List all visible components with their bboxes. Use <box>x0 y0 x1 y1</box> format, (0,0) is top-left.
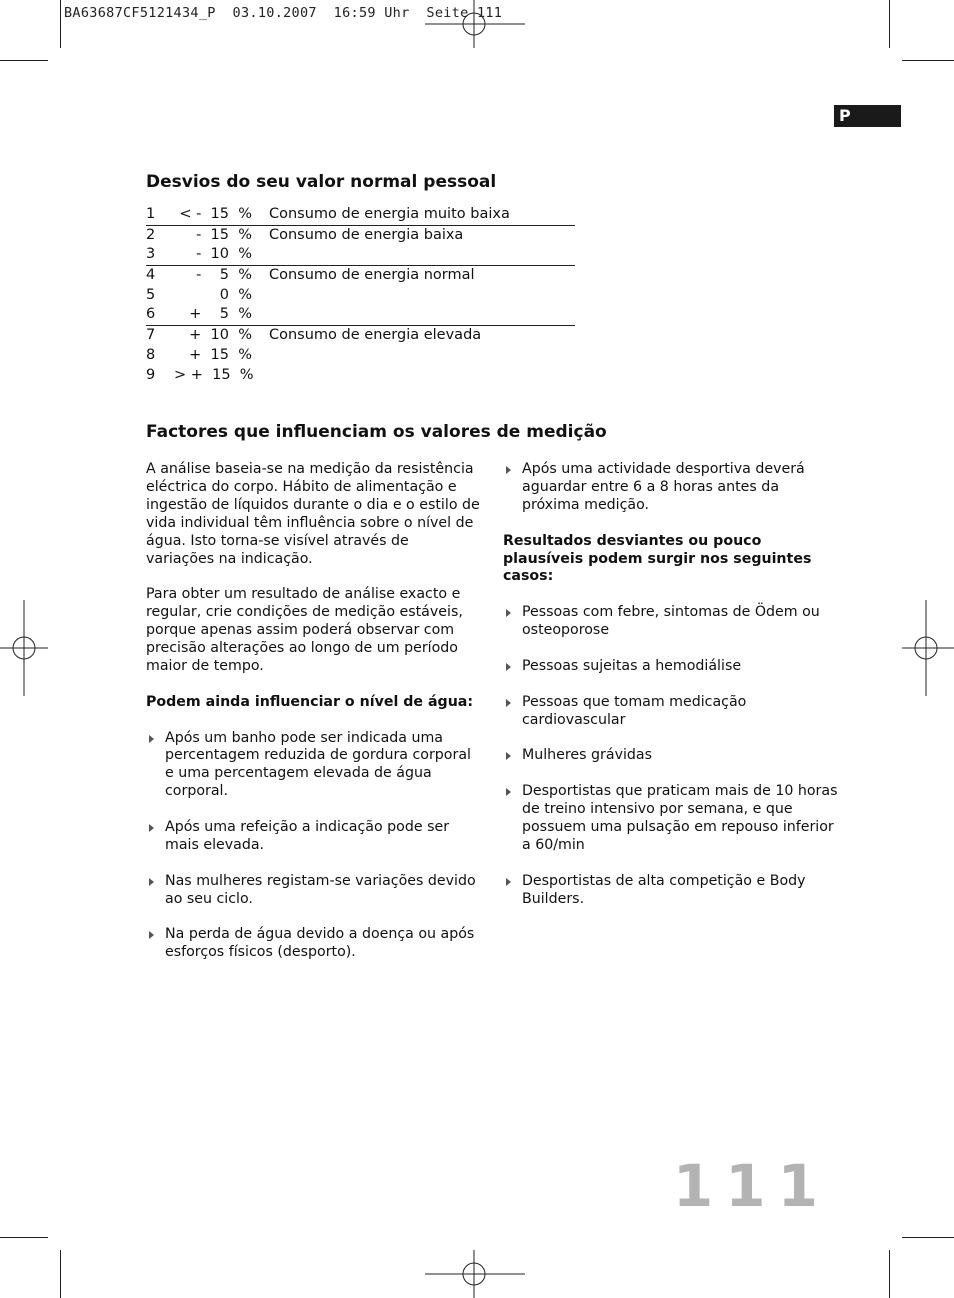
right-column <box>503 461 838 926</box>
row-number: 3 <box>146 246 156 263</box>
row-number: 4 <box>146 267 156 284</box>
list-item <box>503 783 838 855</box>
table-row <box>146 205 575 225</box>
row-number: 1 <box>146 206 156 222</box>
list-item-text: Pessoas com febre, sintomas de Ödem ou osteoporose <box>522 604 820 639</box>
row-number: 5 <box>146 286 156 303</box>
table-row <box>146 325 575 346</box>
arrow-bullet-icon <box>149 931 154 939</box>
list-item-text: Desportistas de alta competição e Body Builders. <box>522 872 806 907</box>
list-item <box>503 694 838 730</box>
table-row <box>146 265 575 286</box>
language-tab: P <box>834 105 901 127</box>
list-item-text: Após um banho pode ser indicada uma percentagem reduzida de gordura corporal e uma percentagem elevada de água corporal. <box>165 729 471 800</box>
list-item <box>503 604 838 640</box>
registration-mark-bottom <box>425 1250 525 1298</box>
subheading-water-factors: Podem ainda influenciar o nível de água: <box>146 693 474 710</box>
table-row <box>146 366 575 386</box>
energy-description: Consumo de energia elevada <box>269 327 482 344</box>
right-bullet-list <box>503 604 838 908</box>
deviation-value: - 15 % <box>196 226 252 243</box>
left-bullet-list <box>146 730 481 963</box>
page-number: 111 <box>672 1152 830 1220</box>
print-header-line: BA63687CF5121434_P 03.10.2007 16:59 Uhr Seite 111 <box>64 5 503 21</box>
energy-description: Consumo de energia normal <box>269 267 475 284</box>
deviation-value: < - 15 % <box>179 206 252 222</box>
list-item <box>146 873 481 909</box>
arrow-bullet-icon <box>149 824 154 832</box>
deviation-value: 0 % <box>219 286 252 303</box>
arrow-bullet-icon <box>149 735 154 743</box>
energy-description: Consumo de energia baixa <box>269 226 464 243</box>
energy-description: Consumo de energia muito baixa <box>269 206 510 222</box>
section-title-deviations: Desvios do seu valor normal pessoal <box>146 172 497 192</box>
arrow-bullet-icon <box>506 788 511 796</box>
intro-paragraph: A análise baseia-se na medição da resistência eléctrica do corpo. Hábito de alimentação e ingestão de líquidos durante o dia e o estilo de vida individual têm influência sobre o nível de água. Isto torna-se visível através de variações na indicação. <box>146 461 480 567</box>
list-item <box>146 819 481 855</box>
list-item <box>503 747 838 765</box>
row-number: 2 <box>146 226 156 243</box>
list-item-text: Mulheres grávidas <box>522 747 653 764</box>
arrow-bullet-icon <box>506 699 511 707</box>
list-item-text: Desportistas que praticam mais de 10 horas de treino intensivo por semana, e que possuem uma pulsação em repouso inferior a 60/min <box>522 783 838 853</box>
arrow-bullet-icon <box>506 663 511 671</box>
deviation-value: + 10 % <box>189 327 252 344</box>
table-row <box>146 346 575 366</box>
section-title-factors: Factores que influenciam os valores de medição <box>146 422 607 442</box>
measurement-paragraph: Para obter um resultado de análise exacto e regular, crie condições de medição estáveis, porque apenas assim poderá observar com precisão alterações ao longo de um período maior de tempo. <box>146 586 463 674</box>
row-number: 8 <box>146 346 156 363</box>
table-row <box>146 305 575 325</box>
list-item <box>503 873 838 909</box>
row-number: 9 <box>146 366 156 383</box>
list-item <box>503 658 838 676</box>
arrow-bullet-icon <box>506 878 511 886</box>
deviation-value: + 5 % <box>189 306 252 323</box>
deviation-value: > + 15 % <box>174 366 254 383</box>
row-number: 7 <box>146 327 156 344</box>
list-item-text: Pessoas que tomam medicação cardiovascular <box>522 693 747 728</box>
registration-mark-top <box>425 0 525 48</box>
registration-mark-left <box>0 600 48 696</box>
arrow-bullet-icon <box>506 752 511 760</box>
list-item-text: Na perda de água devido a doença ou após esforços físicos (desporto). <box>165 926 475 961</box>
subheading-deviant-results: Resultados desviantes ou pouco plausíveis podem surgir nos seguintes casos: <box>503 532 812 585</box>
list-item-text: Após uma actividade desportiva deverá aguardar entre 6 a 8 horas antes da próxima medição. <box>522 461 805 513</box>
list-item-text: Nas mulheres registam-se variações devido ao seu ciclo. <box>165 872 476 907</box>
arrow-bullet-icon <box>506 466 511 474</box>
arrow-bullet-icon <box>149 878 154 886</box>
left-column <box>146 461 481 980</box>
row-number: 6 <box>146 306 156 323</box>
deviation-value: - 5 % <box>196 267 252 284</box>
deviation-table <box>146 205 575 385</box>
deviation-value: + 15 % <box>189 346 252 363</box>
table-row <box>146 225 575 246</box>
list-item-text: Após uma refeição a indicação pode ser mais elevada. <box>165 819 450 853</box>
table-row <box>146 245 575 265</box>
list-item <box>146 926 481 962</box>
deviation-value: - 10 % <box>196 246 252 263</box>
arrow-bullet-icon <box>506 609 511 617</box>
list-item <box>146 730 481 802</box>
table-row <box>146 286 575 306</box>
list-item <box>503 461 838 515</box>
registration-mark-right <box>902 600 954 696</box>
list-item-text: Pessoas sujeitas a hemodiálise <box>522 657 742 674</box>
